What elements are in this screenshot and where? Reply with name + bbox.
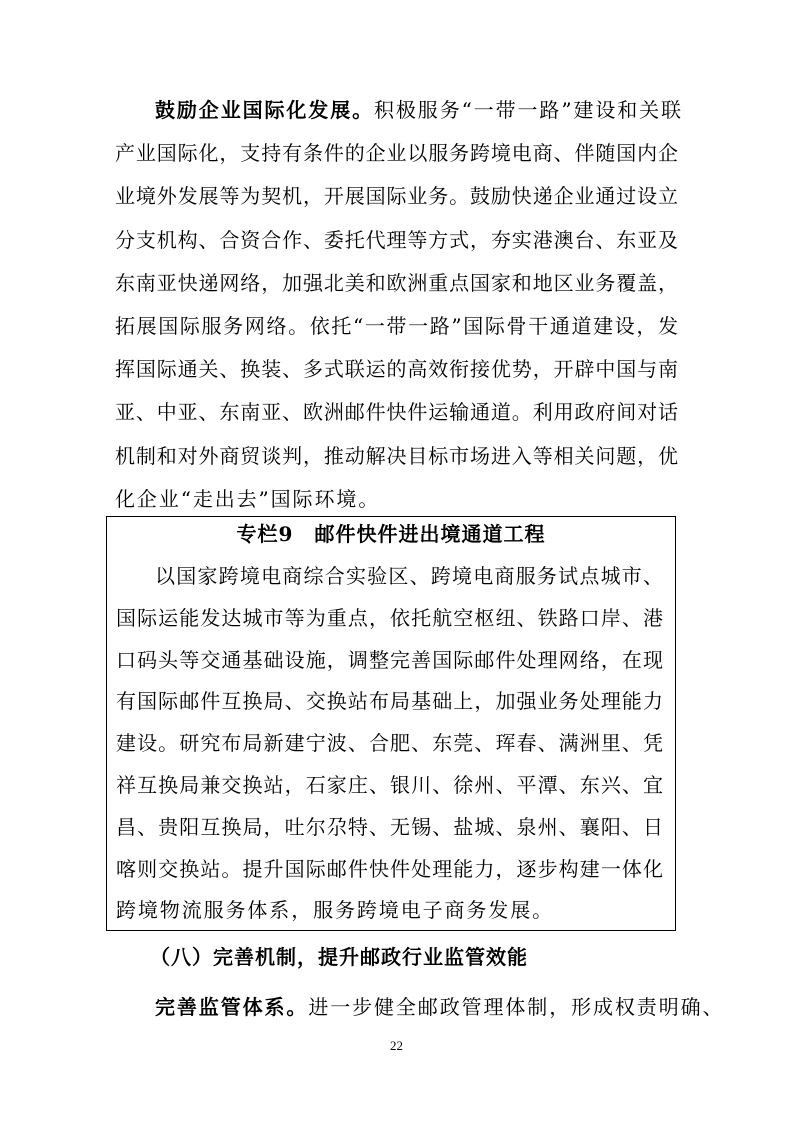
paragraph-first-line	[155, 96, 683, 124]
feature-box-title: 专栏9 邮件快件进出境通道工程	[236, 522, 546, 546]
paragraph-first-line-text: 积极服务“一带一路”建设和关联	[374, 98, 683, 122]
feature-box-last-line: 跨境物流服务体系，服务跨境电子商务发展。	[116, 898, 554, 922]
feature-box-line: 昌、贵阳互换局，吐尔尕特、无锡、盐城、泉州、襄阳、日	[116, 815, 663, 839]
paragraph-line: 分支机构、合资合作、委托代理等方式，夯实港澳台、东亚及	[115, 228, 678, 252]
page-number: 22	[390, 1038, 403, 1053]
paragraph-line: 亚、中亚、东南亚、欧洲邮件快件运输通道。利用政府间对话	[115, 400, 678, 424]
feature-box-line: 以国家跨境电商综合实验区、跨境电商服务试点城市、	[155, 564, 663, 588]
paragraph-first-line-text: 进一步健全邮政管理体制，形成权责明确、	[308, 995, 725, 1019]
section-heading: （八）完善机制，提升邮政行业监管效能	[150, 945, 528, 969]
feature-box-line: 祥互换局兼交换站，石家庄、银川、徐州、平潭、东兴、宜	[116, 773, 663, 797]
paragraph-first-line	[155, 993, 724, 1021]
paragraph-line: 拓展国际服务网络。依托“一带一路”国际骨干通道建设，发	[115, 314, 678, 338]
paragraph-line: 机制和对外商贸谈判，推动解决目标市场进入等相关问题，优	[115, 444, 678, 468]
feature-box-line: 建设。研究布局新建宁波、合肥、东莞、珲春、满洲里、凭	[116, 731, 663, 755]
feature-box-line: 有国际邮件互换局、交换站布局基础上，加强业务处理能力	[116, 689, 663, 713]
paragraph-line: 东南亚快递网络，加强北美和欧洲重点国家和地区业务覆盖，	[115, 271, 678, 295]
paragraph-line: 业境外发展等为契机，开展国际业务。鼓励快递企业通过设立	[115, 184, 678, 208]
feature-box-line: 口码头等交通基础设施，调整完善国际邮件处理网络，在现	[116, 648, 663, 672]
paragraph-heading: 完善监管体系。	[155, 995, 309, 1019]
paragraph-line: 产业国际化，支持有条件的企业以服务跨境电商、伴随国内企	[115, 141, 678, 165]
paragraph-line: 挥国际通关、换装、多式联运的高效衔接优势，开辟中国与南	[115, 357, 678, 381]
paragraph-heading: 鼓励企业国际化发展。	[155, 98, 374, 122]
feature-box-line: 国际运能发达城市等为重点，依托航空枢纽、铁路口岸、港	[116, 606, 663, 630]
feature-box-line: 喀则交换站。提升国际邮件快件处理能力，逐步构建一体化	[116, 857, 663, 881]
paragraph-last-line: 化企业“走出去”国际环境。	[115, 487, 381, 511]
